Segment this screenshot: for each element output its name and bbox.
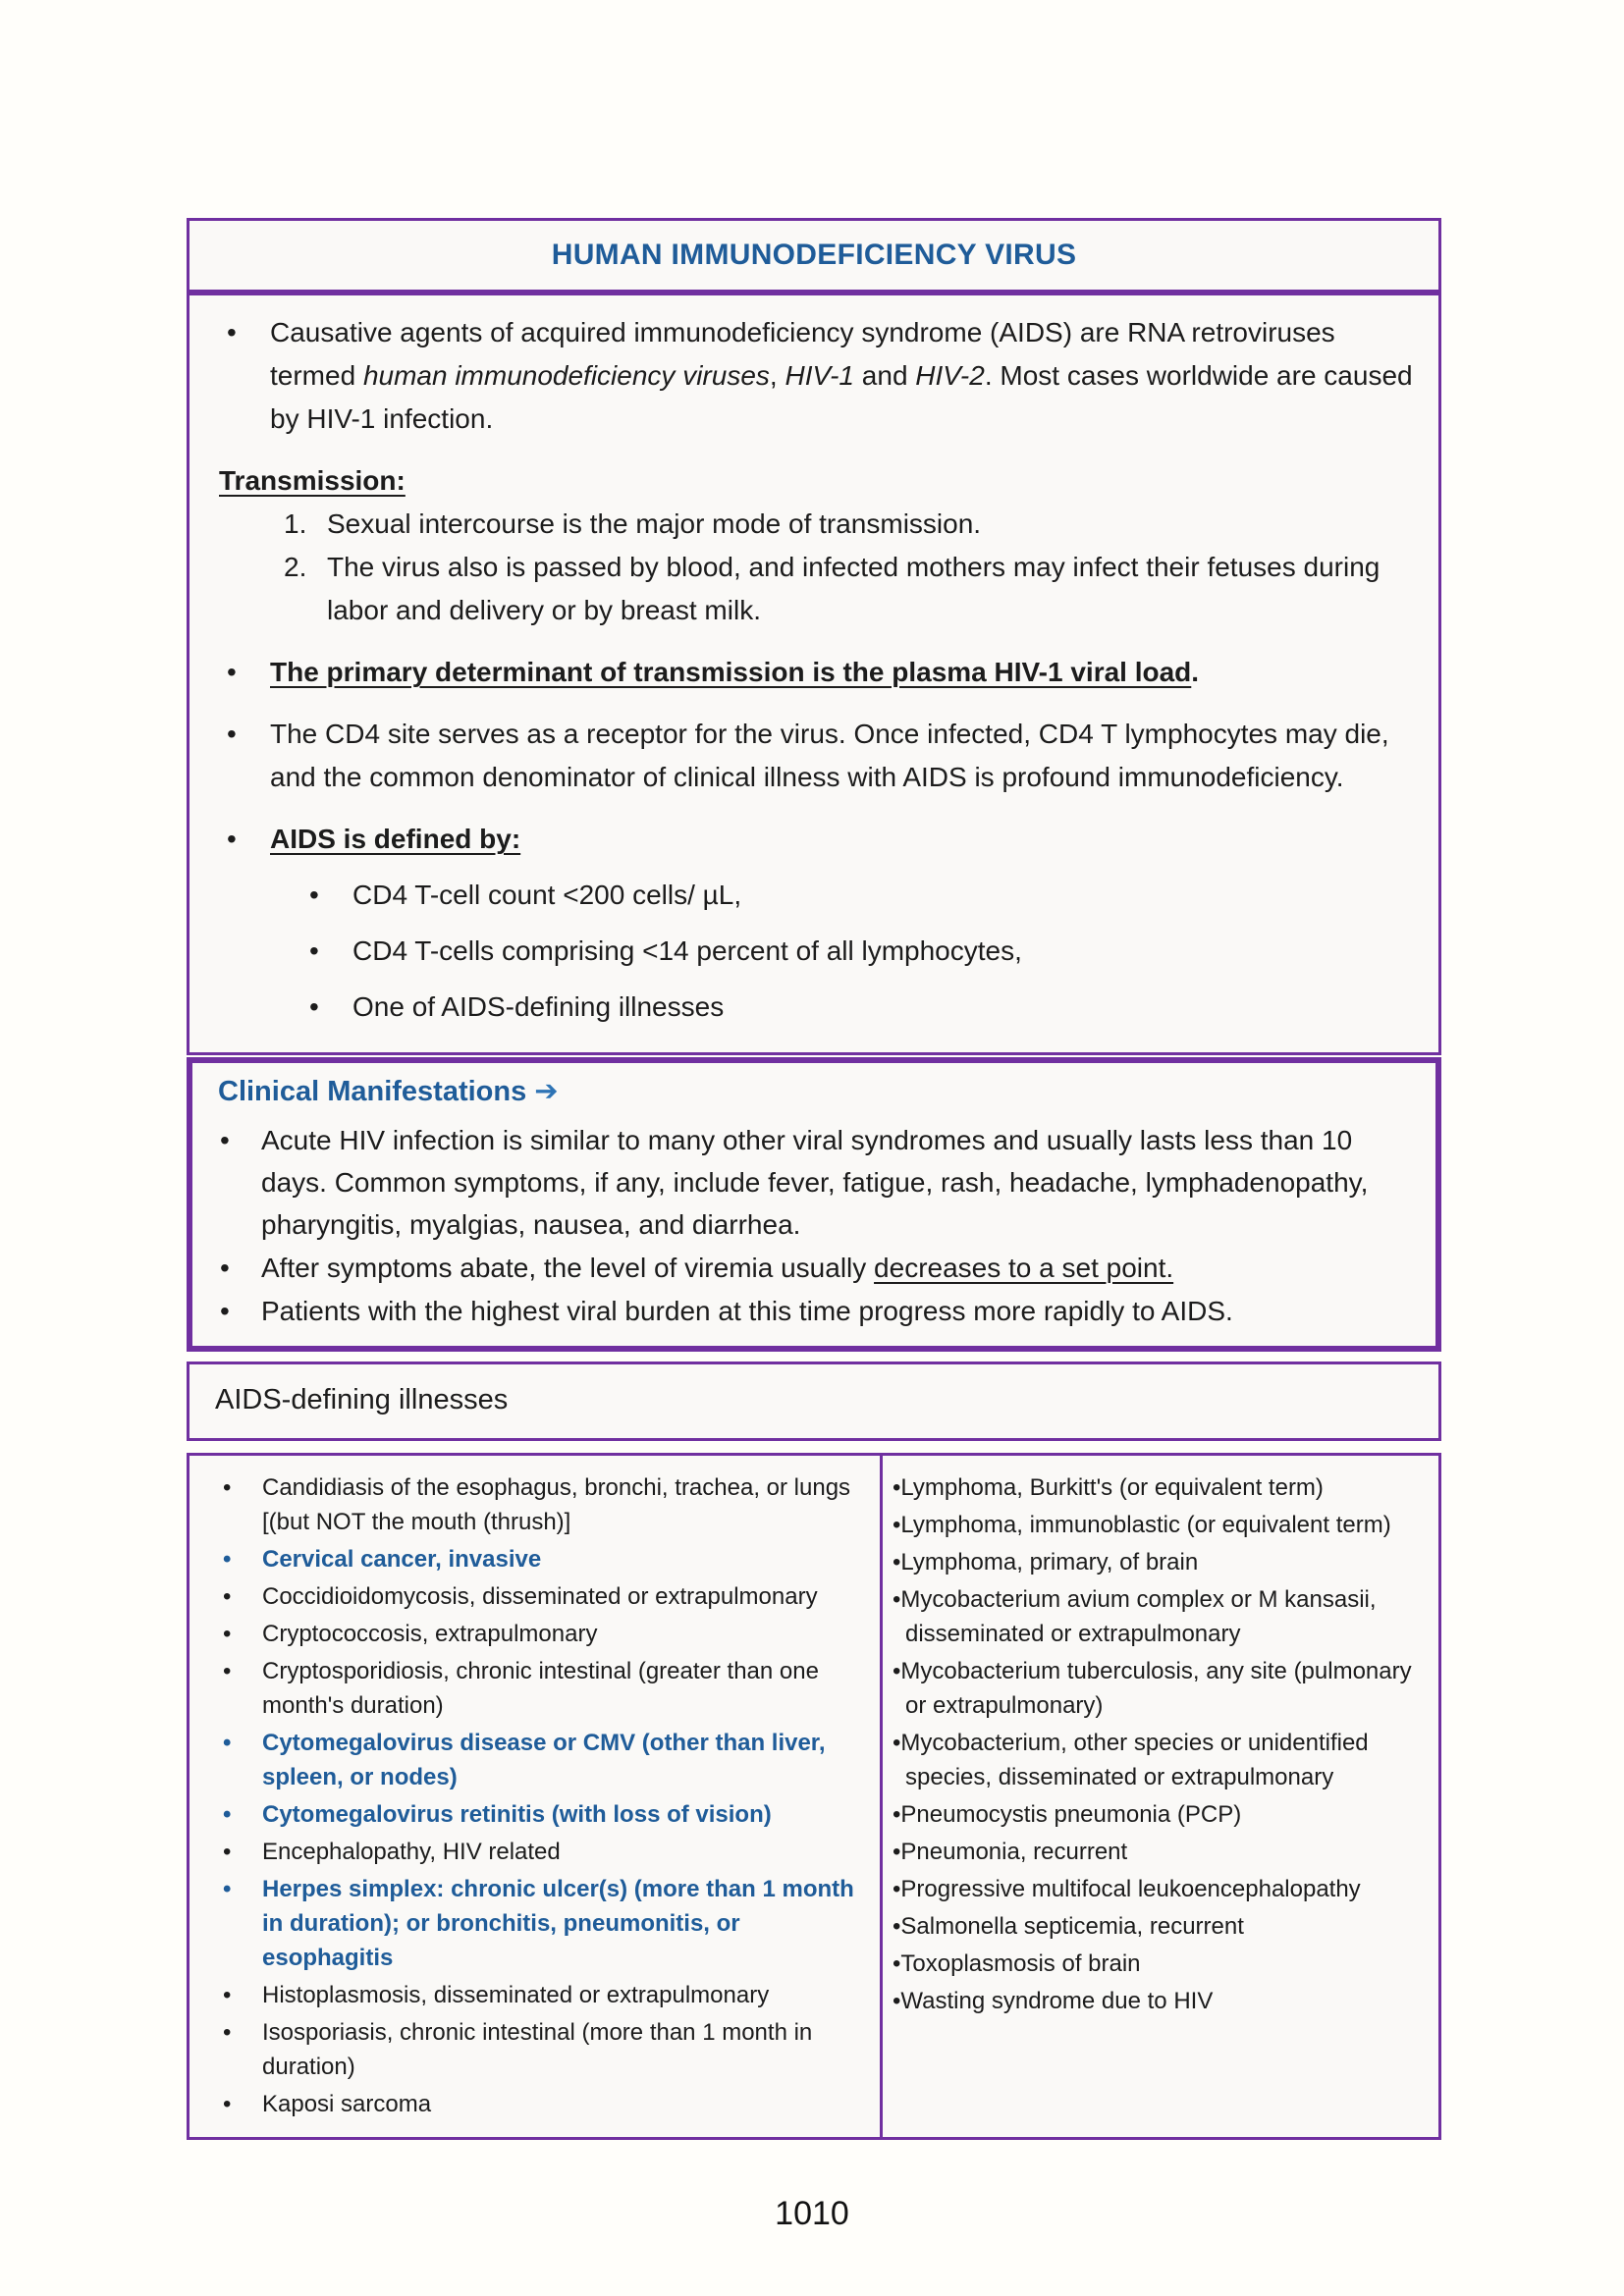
- list-item: • Mycobacterium, other species or unidentified species, disseminated or extrapulmonary: [893, 1726, 1425, 1794]
- list-item: • Toxoplasmosis of brain: [893, 1947, 1425, 1981]
- aids-defining-left-list: [189, 1470, 876, 2121]
- aids-definition-section: [189, 818, 1413, 1029]
- document-body: [187, 218, 1441, 2140]
- list-item: • Mycobacterium tuberculosis, any site (pulmonary or extrapulmonary): [893, 1654, 1425, 1723]
- page-title: HUMAN IMMUNODEFICIENCY VIRUS: [551, 239, 1077, 271]
- period: .: [1191, 657, 1200, 687]
- list-item: • Cervical cancer, invasive: [189, 1542, 876, 1576]
- aids-defining-right-column: [883, 1456, 1438, 2137]
- aids-definition-heading: AIDS is defined by:: [270, 824, 521, 854]
- primary-determinant-bullet: [189, 651, 1413, 694]
- intro-text: ,: [769, 360, 785, 391]
- list-item: • Herpes simplex: chronic ulcer(s) (more than 1 month in duration); or bronchitis, pneumonitis, or esophagitis: [189, 1872, 876, 1975]
- intro-text: and: [854, 360, 916, 391]
- cm-bullet-setpoint: [192, 1247, 1414, 1289]
- list-item: • Kaposi sarcoma: [189, 2087, 876, 2121]
- intro-italic-hiv1: HIV-1: [785, 360, 855, 391]
- clinical-manifestations-heading: [192, 1071, 1414, 1113]
- intro-paragraph: [189, 311, 1413, 441]
- cm-setpoint-underlined: decreases to a set point.: [874, 1253, 1174, 1283]
- aids-definition-criteria-list: [189, 874, 1413, 1029]
- cd4-receptor: [189, 713, 1413, 799]
- list-item: • Lymphoma, immunoblastic (or equivalent term): [893, 1508, 1425, 1542]
- intro-text: Causative agents of acquired immunodeficiency syndrome (AIDS) are RNA retroviruses termed: [270, 317, 1335, 391]
- list-item: • Candidiasis of the esophagus, bronchi, trachea, or lungs [(but NOT the mouth (thrush)]: [189, 1470, 876, 1539]
- aids-defining-table: [187, 1453, 1441, 2140]
- cd4-receptor-bullet: • The CD4 site serves as a receptor for the virus. Once infected, CD4 T lymphocytes may die, and the common denominator of clinical illness with AIDS is profound immunodeficiency.: [189, 713, 1413, 799]
- cm-bullet-progress: • Patients with the highest viral burden at this time progress more rapidly to AIDS.: [192, 1290, 1414, 1332]
- list-item: • Cytomegalovirus disease or CMV (other than liver, spleen, or nodes): [189, 1726, 876, 1794]
- aids-defining-heading: AIDS-defining illnesses: [215, 1384, 509, 1415]
- transmission-item: [189, 546, 1413, 632]
- list-item: • Salmonella septicemia, recurrent: [893, 1909, 1425, 1944]
- aids-definition-heading-bullet: [189, 818, 1413, 861]
- list-item: • Cryptosporidiosis, chronic intestinal (greater than one month's duration): [189, 1654, 876, 1723]
- list-item: • Encephalopathy, HIV related: [189, 1835, 876, 1869]
- intro-bullet: [189, 311, 1413, 441]
- primary-determinant-text: The primary determinant of transmission is the plasma HIV-1 viral load: [270, 657, 1192, 687]
- overview-box: [187, 293, 1441, 1055]
- right-arrow-icon: ➔: [534, 1076, 559, 1107]
- page-number: 1010: [775, 2195, 849, 2232]
- clinical-manifestations-box: [187, 1057, 1441, 1352]
- list-item: • Lymphoma, primary, of brain: [893, 1545, 1425, 1579]
- list-item: • One of AIDS-defining illnesses: [189, 986, 1413, 1029]
- title-box: [187, 218, 1441, 293]
- intro-italic-hiv2: HIV-2: [915, 360, 985, 391]
- aids-defining-right-list: [893, 1470, 1425, 2018]
- cm-bullet-acute: • Acute HIV infection is similar to many other viral syndromes and usually lasts less than 10 days. Common symptoms, if any, include fever, fatigue, rash, headache, lymphadenopathy, pharyngitis, myalgias, nausea, and diarrhea.: [192, 1119, 1414, 1246]
- transmission-section: [189, 459, 1413, 632]
- list-item: • Histoplasmosis, disseminated or extrapulmonary: [189, 1978, 876, 2012]
- list-item: • Progressive multifocal leukoencephalopathy: [893, 1872, 1425, 1906]
- list-item: • Cryptococcosis, extrapulmonary: [189, 1617, 876, 1651]
- list-item: • Coccidioidomycosis, disseminated or extrapulmonary: [189, 1579, 876, 1614]
- list-number: 1.: [284, 508, 307, 539]
- transmission-text: Sexual intercourse is the major mode of transmission.: [327, 508, 982, 539]
- list-item: • CD4 T-cells comprising <14 percent of all lymphocytes,: [189, 930, 1413, 973]
- list-item: • Pneumonia, recurrent: [893, 1835, 1425, 1869]
- aids-defining-left-column: [189, 1456, 883, 2137]
- list-item: • Cytomegalovirus retinitis (with loss of vision): [189, 1797, 876, 1832]
- list-item: • Pneumocystis pneumonia (PCP): [893, 1797, 1425, 1832]
- list-item: • Wasting syndrome due to HIV: [893, 1984, 1425, 2018]
- clinical-manifestations-title: Clinical Manifestations: [218, 1076, 527, 1107]
- list-number: 2.: [284, 552, 307, 582]
- aids-defining-header-box: [187, 1362, 1441, 1441]
- intro-text: . Most cases worldwide are caused by HIV-1 infection.: [270, 360, 1413, 434]
- intro-italic-term: human immunodeficiency viruses: [362, 360, 770, 391]
- list-item: • Isosporiasis, chronic intestinal (more than 1 month in duration): [189, 2015, 876, 2084]
- cm-setpoint-prefix: After symptoms abate, the level of viremia usually: [261, 1253, 875, 1283]
- transmission-heading: Transmission:: [219, 465, 406, 496]
- primary-determinant: [189, 651, 1413, 694]
- list-item: • CD4 T-cell count <200 cells/ µL,: [189, 874, 1413, 917]
- transmission-text: The virus also is passed by blood, and infected mothers may infect their fetuses during labor and delivery or by breast milk.: [327, 552, 1380, 625]
- list-item: • Mycobacterium avium complex or M kansasii, disseminated or extrapulmonary: [893, 1582, 1425, 1651]
- transmission-item: [189, 503, 1413, 546]
- list-item: • Lymphoma, Burkitt's (or equivalent term): [893, 1470, 1425, 1505]
